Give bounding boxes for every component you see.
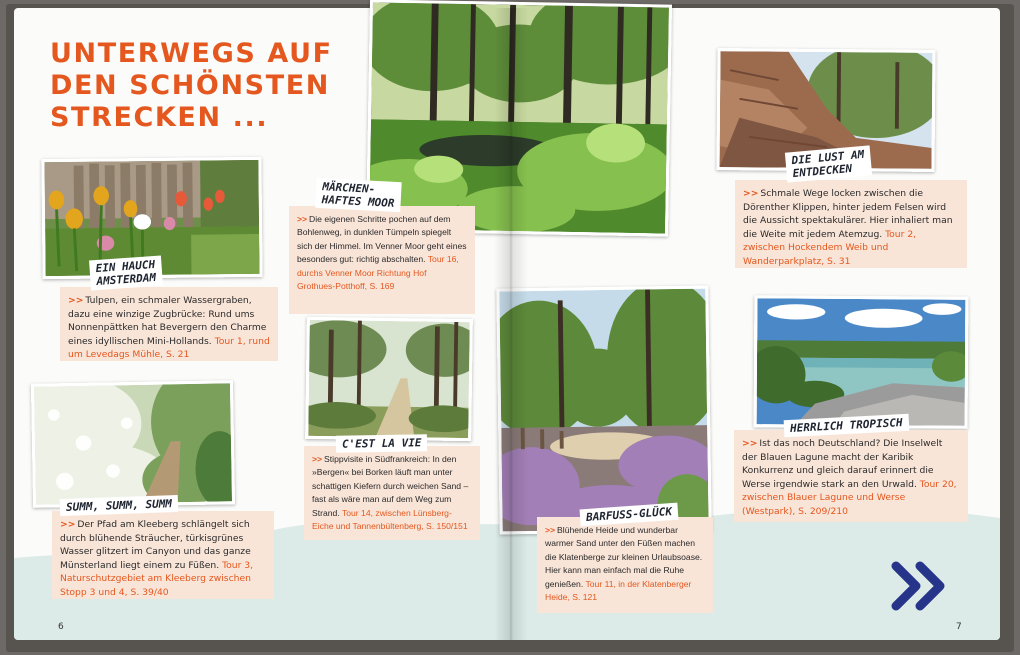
entry-box-amsterdam (60, 287, 278, 361)
entry-tour-reference: Tour 16, durchs Venner Moor Richtung Hof Grothues-Potthoff, S. 169 (297, 254, 459, 292)
entry-text: Ist das noch Deutschland? Die Inselwelt der Blauen Lagune macht der Karibik Konkurrenz und gleich darauf erinnert die Werse irgendwie stark an den Urwald. (742, 438, 943, 490)
double-arrow-icon: >> (297, 214, 308, 224)
entry-tour-reference: Tour 3, Naturschutzgebiet am Kleeberg zwischen Stopp 3 und 4, S. 39/40 (60, 559, 254, 598)
label-maerchenhaftes-moor: MÄRCHEN- HAFTES MOOR (315, 178, 401, 212)
page-number-right: 7 (956, 622, 962, 632)
double-arrow-icon: >> (743, 188, 759, 199)
photo-heath (496, 286, 711, 535)
double-arrow-icon: >> (68, 295, 84, 306)
entry-text: Tulpen, ein schmaler Wassergraben, dazu eine winzige Zugbrücke: Rund ums Nonnenpättken hat Bevergern den Charme eines idyllischen Mini-Hollands. (68, 295, 267, 347)
photo-blossom-path (31, 380, 235, 508)
label-summ-summ-summ: SUMM, SUMM, SUMM (60, 495, 178, 516)
double-arrow-icon: >> (545, 525, 556, 535)
page-number-left: 6 (58, 622, 64, 632)
entry-box-klatenberge (537, 517, 713, 613)
entry-text: Blühende Heide und wunderbar warmer Sand unter den Füßen machen die Klatenberge zur kleinen Urlaubsoase. Hier kann man einfach mal die Ruhe genießen. (545, 525, 703, 589)
photo-blue-lagoon (754, 295, 969, 428)
double-arrow-icon: >> (312, 454, 323, 464)
entry-text: Die eigenen Schritte pochen auf dem Bohlenweg, in dunklen Tümpeln spiegelt sich der Himmel. Im Venner Moor geht eines besonders gut: richtig abschalten. (297, 214, 467, 265)
double-chevron-right-icon[interactable] (890, 560, 952, 612)
double-arrow-icon: >> (742, 438, 758, 449)
entry-text: Schmale Wege locken zwischen die Dörenther Klippen, hinter jedem Felsen wird die Aussicht spektakulärer. Hier inhaliert man die Weite mit jedem Atemzug. (743, 188, 953, 240)
entry-box-lagune (734, 430, 968, 522)
entry-tour-reference: Tour 20, zwischen Blauer Lagune und Werse (Westpark), S. 209/210 (742, 478, 957, 517)
double-arrow-icon: >> (60, 519, 76, 530)
entry-tour-reference: Tour 11, in der Klatenberger Heide, S. 121 (545, 578, 692, 603)
label-cest-la-vie: C'EST LA VIE (336, 434, 428, 453)
entry-box-cest-la-vie (304, 446, 480, 540)
label-herrlich-tropisch: HERRLICH TROPISCH (784, 414, 909, 437)
label-barfuss-glueck: BARFUSS-GLÜCK (580, 503, 679, 527)
photo-pine-path (305, 317, 473, 441)
entry-box-kleeberg (52, 511, 274, 599)
entry-text: Stippvisite in Südfrankreich: In den »Bergen« bei Borken läuft man unter schattigen Kiefern durch weichen Sand – fast als wäre man auf dem Weg zum Strand. (312, 454, 469, 518)
page-title: UNTERWEGS AUF DEN SCHÖNSTEN STRECKEN ... (50, 38, 333, 133)
label-ein-hauch-amsterdam: EIN HAUCH AMSTERDAM (89, 256, 163, 291)
entry-tour-reference: Tour 2, zwischen Hockendem Weib und Wanderparkplatz, S. 31 (743, 228, 917, 267)
entry-box-moor (289, 206, 475, 314)
entry-box-klippen (735, 180, 967, 268)
photo-moor-forest (366, 0, 672, 237)
entry-tour-reference: Tour 1, rund um Levedags Mühle, S. 21 (68, 335, 270, 361)
label-die-lust-am-entdecken: DIE LUST AM ENTDECKEN (785, 145, 872, 182)
entry-text: Der Pfad am Kleeberg schlängelt sich durch blühende Sträucher, türkisgrünes Wasser glitzert im Canyon und das ganze Münsterland liegt einem zu Füßen. (60, 519, 251, 571)
entry-tour-reference: Tour 14, zwischen Lünsberg-Eiche und Tannenbültenberg, S. 150/151 (312, 507, 468, 532)
